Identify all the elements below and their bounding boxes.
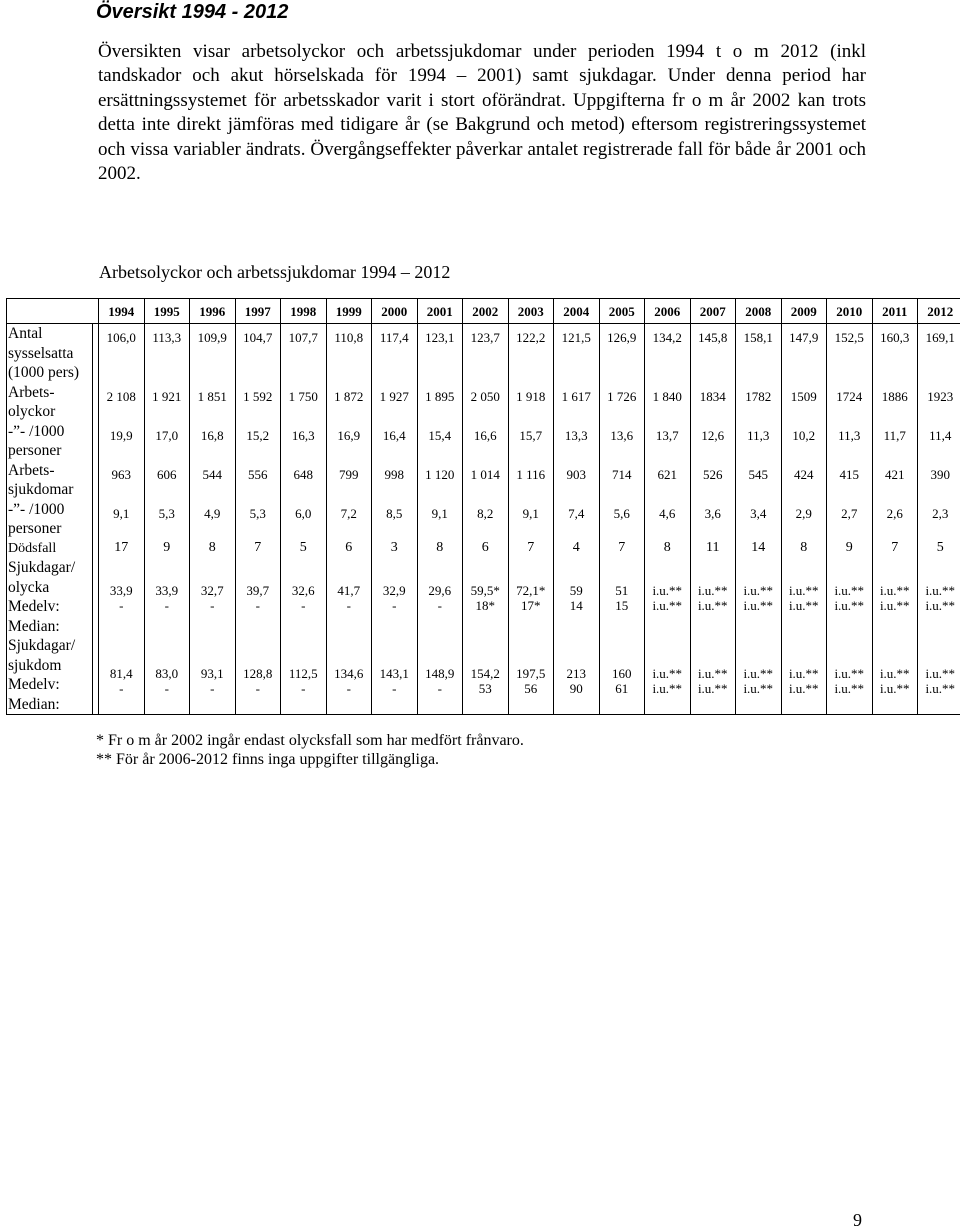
data-cell: 7 (872, 539, 918, 559)
row-label-line: Medelv: (8, 597, 92, 617)
data-cell: 15,4 (417, 422, 463, 461)
table-row (7, 636, 960, 715)
data-cell: 545 (736, 461, 782, 500)
row-label-cell (7, 558, 93, 636)
year-header-cell: 2001 (417, 299, 463, 324)
mean-value: i.u.** (782, 583, 827, 598)
year-header-cell: 1998 (281, 299, 327, 324)
median-value: - (236, 598, 281, 613)
data-cell (736, 558, 782, 636)
row-label-line: -”- /1000 (8, 500, 92, 520)
data-cell: 107,7 (281, 324, 327, 383)
data-cell: 109,9 (190, 324, 236, 383)
mean-value: 160 (600, 666, 645, 681)
median-value: i.u.** (873, 598, 918, 613)
mean-value: i.u.** (827, 583, 872, 598)
data-cell (326, 558, 372, 636)
median-value: i.u.** (782, 681, 827, 696)
median-value: - (418, 598, 463, 613)
mean-value: 39,7 (236, 583, 281, 598)
data-cell: 117,4 (372, 324, 418, 383)
data-cell: 963 (99, 461, 145, 500)
data-cell: 4,9 (190, 500, 236, 539)
data-cell: 7 (508, 539, 554, 559)
data-cell: 169,1 (918, 324, 960, 383)
median-value: 15 (600, 598, 645, 613)
data-cell (235, 558, 281, 636)
data-cell (508, 636, 554, 715)
data-cell: 13,3 (554, 422, 600, 461)
data-cell: 5 (281, 539, 327, 559)
data-cell (281, 636, 327, 715)
data-cell: 11,3 (736, 422, 782, 461)
data-cell: 152,5 (827, 324, 873, 383)
page-number: 9 (853, 1210, 862, 1231)
median-value: - (372, 681, 417, 696)
year-header-cell: 2009 (781, 299, 827, 324)
data-cell: 158,1 (736, 324, 782, 383)
data-cell: 1 840 (645, 383, 691, 422)
data-cell (827, 558, 873, 636)
table-row (7, 422, 960, 461)
data-cell (645, 558, 691, 636)
median-value: - (99, 681, 144, 696)
mean-value: 32,6 (281, 583, 326, 598)
mean-value: 41,7 (327, 583, 372, 598)
row-label-line: olycka (8, 578, 92, 598)
data-cell: 2 108 (99, 383, 145, 422)
data-cell: 648 (281, 461, 327, 500)
data-cell (372, 558, 418, 636)
data-cell: 1886 (872, 383, 918, 422)
median-value: - (99, 598, 144, 613)
data-cell (872, 636, 918, 715)
row-label-line: Median: (8, 617, 92, 637)
data-cell (918, 636, 960, 715)
data-cell: 2,3 (918, 500, 960, 539)
data-cell: 5 (918, 539, 960, 559)
data-cell: 15,2 (235, 422, 281, 461)
median-value: - (327, 681, 372, 696)
row-label-line: Medelv: (8, 675, 92, 695)
data-cell: 106,0 (99, 324, 145, 383)
data-cell (508, 558, 554, 636)
data-cell: 8 (781, 539, 827, 559)
statistics-table (6, 298, 960, 715)
data-cell: 421 (872, 461, 918, 500)
year-header-cell: 1997 (235, 299, 281, 324)
data-cell: 415 (827, 461, 873, 500)
mean-value: i.u.** (782, 666, 827, 681)
row-label-line: -”- /1000 (8, 422, 92, 442)
data-cell: 16,9 (326, 422, 372, 461)
median-value: i.u.** (782, 598, 827, 613)
row-label-cell (7, 539, 93, 559)
data-cell: 11,7 (872, 422, 918, 461)
data-cell: 5,6 (599, 500, 645, 539)
data-cell: 1923 (918, 383, 960, 422)
data-cell: 714 (599, 461, 645, 500)
median-value: - (190, 598, 235, 613)
row-label-line: Median: (8, 695, 92, 715)
mean-value: i.u.** (918, 583, 960, 598)
table-row (7, 383, 960, 422)
data-cell: 6,0 (281, 500, 327, 539)
data-cell: 2,9 (781, 500, 827, 539)
mean-value: 33,9 (99, 583, 144, 598)
data-cell: 1 927 (372, 383, 418, 422)
mean-value: 72,1* (509, 583, 554, 598)
year-header-cell: 1995 (144, 299, 190, 324)
table-caption: Arbetsolyckor och arbetssjukdomar 1994 – 2012 (99, 262, 450, 283)
mean-value: 154,2 (463, 666, 508, 681)
data-cell (781, 636, 827, 715)
year-header-cell: 2002 (463, 299, 509, 324)
mean-value: 148,9 (418, 666, 463, 681)
data-cell: 2 050 (463, 383, 509, 422)
mean-value: i.u.** (736, 666, 781, 681)
data-cell: 8,2 (463, 500, 509, 539)
data-cell (190, 558, 236, 636)
data-cell: 16,8 (190, 422, 236, 461)
data-cell (827, 636, 873, 715)
data-cell: 1 851 (190, 383, 236, 422)
year-header-cell: 2003 (508, 299, 554, 324)
mean-value: 128,8 (236, 666, 281, 681)
data-cell: 621 (645, 461, 691, 500)
data-cell: 1 726 (599, 383, 645, 422)
mean-value: 51 (600, 583, 645, 598)
median-value: - (190, 681, 235, 696)
data-cell: 13,6 (599, 422, 645, 461)
median-value: 61 (600, 681, 645, 696)
data-cell: 2,7 (827, 500, 873, 539)
data-cell: 123,7 (463, 324, 509, 383)
median-value: i.u.** (691, 598, 736, 613)
mean-value: 112,5 (281, 666, 326, 681)
median-value: - (145, 598, 190, 613)
mean-value: 32,9 (372, 583, 417, 598)
data-cell: 104,7 (235, 324, 281, 383)
data-cell: 147,9 (781, 324, 827, 383)
data-cell: 16,4 (372, 422, 418, 461)
data-cell: 1 592 (235, 383, 281, 422)
median-value: i.u.** (645, 681, 690, 696)
data-cell: 145,8 (690, 324, 736, 383)
table-row (7, 539, 960, 559)
data-cell (235, 636, 281, 715)
data-cell (281, 558, 327, 636)
median-value: i.u.** (827, 681, 872, 696)
data-cell (554, 558, 600, 636)
data-cell (872, 558, 918, 636)
row-label-line: personer (8, 441, 92, 461)
median-value: 53 (463, 681, 508, 696)
page-heading: Översikt 1994 - 2012 (96, 1, 288, 24)
footnote-no-data: ** För år 2006-2012 finns inga uppgifter tillgängliga. (96, 750, 524, 769)
data-cell: 122,2 (508, 324, 554, 383)
data-cell: 113,3 (144, 324, 190, 383)
median-value: - (281, 681, 326, 696)
data-cell: 7 (599, 539, 645, 559)
data-cell (417, 636, 463, 715)
data-cell: 11,4 (918, 422, 960, 461)
data-cell: 2,6 (872, 500, 918, 539)
data-cell: 4 (554, 539, 600, 559)
mean-value: 134,6 (327, 666, 372, 681)
data-cell: 19,9 (99, 422, 145, 461)
data-cell (144, 558, 190, 636)
data-cell: 9,1 (508, 500, 554, 539)
table-row (7, 461, 960, 500)
mean-value: i.u.** (691, 666, 736, 681)
data-cell: 1 617 (554, 383, 600, 422)
mean-value: 33,9 (145, 583, 190, 598)
data-cell: 6 (463, 539, 509, 559)
data-cell (463, 636, 509, 715)
intro-text-block (98, 40, 866, 186)
data-cell (781, 558, 827, 636)
mean-value: i.u.** (918, 666, 960, 681)
row-label-line: personer (8, 519, 92, 539)
data-cell: 903 (554, 461, 600, 500)
data-cell: 556 (235, 461, 281, 500)
data-cell: 5,3 (235, 500, 281, 539)
data-cell: 7 (235, 539, 281, 559)
data-cell: 14 (736, 539, 782, 559)
median-value: 17* (509, 598, 554, 613)
data-cell: 3 (372, 539, 418, 559)
data-cell: 1 750 (281, 383, 327, 422)
mean-value: 59,5* (463, 583, 508, 598)
mean-value: i.u.** (645, 583, 690, 598)
row-label-line: Sjukdagar/ (8, 558, 92, 578)
data-cell: 1 872 (326, 383, 372, 422)
year-header-cell: 1996 (190, 299, 236, 324)
data-cell: 16,6 (463, 422, 509, 461)
year-header-cell: 2005 (599, 299, 645, 324)
data-cell: 17,0 (144, 422, 190, 461)
data-cell: 11,3 (827, 422, 873, 461)
data-cell (736, 636, 782, 715)
median-value: 18* (463, 598, 508, 613)
median-value: i.u.** (736, 598, 781, 613)
data-cell (599, 636, 645, 715)
data-cell (372, 636, 418, 715)
row-label-line: Arbets- (8, 383, 92, 403)
data-cell: 1 921 (144, 383, 190, 422)
year-header-row (7, 299, 960, 324)
data-cell: 11 (690, 539, 736, 559)
data-cell (144, 636, 190, 715)
mean-value: 81,4 (99, 666, 144, 681)
row-label-cell (7, 383, 93, 422)
row-label-line: Dödsfall (8, 539, 92, 559)
data-cell: 110,8 (326, 324, 372, 383)
data-cell: 8 (645, 539, 691, 559)
median-value: i.u.** (918, 681, 960, 696)
table-row (7, 558, 960, 636)
data-cell: 390 (918, 461, 960, 500)
row-label-line: sjukdomar (8, 480, 92, 500)
data-cell: 8,5 (372, 500, 418, 539)
data-cell: 1782 (736, 383, 782, 422)
mean-value: 143,1 (372, 666, 417, 681)
median-value: - (418, 681, 463, 696)
data-cell (918, 558, 960, 636)
data-cell (190, 636, 236, 715)
data-cell: 3,6 (690, 500, 736, 539)
median-value: i.u.** (918, 598, 960, 613)
row-label-line: Antal (8, 324, 92, 344)
data-cell (690, 558, 736, 636)
row-label-line: Arbets- (8, 461, 92, 481)
data-cell (463, 558, 509, 636)
mean-value: i.u.** (873, 666, 918, 681)
data-cell: 123,1 (417, 324, 463, 383)
median-value: i.u.** (736, 681, 781, 696)
median-value: 14 (554, 598, 599, 613)
row-label-line: olyckor (8, 402, 92, 422)
row-label-cell (7, 422, 93, 461)
median-value: - (372, 598, 417, 613)
row-label-cell (7, 461, 93, 500)
year-header-cell: 2010 (827, 299, 873, 324)
data-cell: 1724 (827, 383, 873, 422)
mean-value: i.u.** (645, 666, 690, 681)
table-row (7, 324, 960, 383)
data-cell (99, 558, 145, 636)
mean-value: 93,1 (190, 666, 235, 681)
data-cell (599, 558, 645, 636)
data-cell: 544 (190, 461, 236, 500)
median-value: 56 (509, 681, 554, 696)
median-value: i.u.** (645, 598, 690, 613)
data-cell: 15,7 (508, 422, 554, 461)
header-corner-cell (7, 299, 99, 324)
year-header-cell: 2008 (736, 299, 782, 324)
mean-value: 29,6 (418, 583, 463, 598)
data-cell: 7,2 (326, 500, 372, 539)
data-cell (99, 636, 145, 715)
statistics-table-body (7, 299, 960, 715)
year-header-cell: 2000 (372, 299, 418, 324)
data-cell: 12,6 (690, 422, 736, 461)
median-value: - (145, 681, 190, 696)
year-header-cell: 2012 (918, 299, 960, 324)
data-cell: 1 918 (508, 383, 554, 422)
data-cell (645, 636, 691, 715)
mean-value: 32,7 (190, 583, 235, 598)
median-value: i.u.** (691, 681, 736, 696)
mean-value: 83,0 (145, 666, 190, 681)
data-cell: 5,3 (144, 500, 190, 539)
data-cell: 10,2 (781, 422, 827, 461)
row-label-cell (7, 500, 93, 539)
data-cell (554, 636, 600, 715)
row-label-line: (1000 pers) (8, 363, 92, 383)
median-value: i.u.** (827, 598, 872, 613)
data-cell: 799 (326, 461, 372, 500)
year-header-cell: 2006 (645, 299, 691, 324)
data-cell: 9,1 (99, 500, 145, 539)
median-value: - (281, 598, 326, 613)
row-label-line: sysselsatta (8, 344, 92, 364)
data-cell: 121,5 (554, 324, 600, 383)
row-label-cell (7, 636, 93, 715)
mean-value: i.u.** (691, 583, 736, 598)
year-header-cell: 1999 (326, 299, 372, 324)
median-value: - (236, 681, 281, 696)
row-label-cell (7, 324, 93, 383)
data-cell (326, 636, 372, 715)
data-cell: 4,6 (645, 500, 691, 539)
data-cell (690, 636, 736, 715)
year-header-cell: 1994 (99, 299, 145, 324)
data-cell: 13,7 (645, 422, 691, 461)
row-label-line: Sjukdagar/ (8, 636, 92, 656)
year-header-cell: 2011 (872, 299, 918, 324)
table-row (7, 500, 960, 539)
median-value: 90 (554, 681, 599, 696)
data-cell: 9 (144, 539, 190, 559)
data-cell: 160,3 (872, 324, 918, 383)
data-cell: 606 (144, 461, 190, 500)
mean-value: 197,5 (509, 666, 554, 681)
mean-value: 213 (554, 666, 599, 681)
data-cell: 3,4 (736, 500, 782, 539)
median-value: i.u.** (873, 681, 918, 696)
data-cell: 8 (417, 539, 463, 559)
row-label-line: sjukdom (8, 656, 92, 676)
mean-value: i.u.** (736, 583, 781, 598)
data-cell: 1 120 (417, 461, 463, 500)
mean-value: i.u.** (827, 666, 872, 681)
data-cell: 1 116 (508, 461, 554, 500)
median-value: - (327, 598, 372, 613)
data-cell: 8 (190, 539, 236, 559)
data-cell: 16,3 (281, 422, 327, 461)
footnote-absence: * Fr o m år 2002 ingår endast olycksfall som har medfört frånvaro. (96, 731, 524, 750)
data-cell: 1 895 (417, 383, 463, 422)
data-cell: 17 (99, 539, 145, 559)
data-cell: 1509 (781, 383, 827, 422)
year-header-cell: 2007 (690, 299, 736, 324)
data-cell: 9,1 (417, 500, 463, 539)
data-cell: 7,4 (554, 500, 600, 539)
year-header-cell: 2004 (554, 299, 600, 324)
data-cell: 134,2 (645, 324, 691, 383)
mean-value: 59 (554, 583, 599, 598)
data-cell: 6 (326, 539, 372, 559)
footnotes (96, 731, 524, 769)
data-cell: 9 (827, 539, 873, 559)
data-cell: 1 014 (463, 461, 509, 500)
mean-value: i.u.** (873, 583, 918, 598)
data-cell: 998 (372, 461, 418, 500)
data-cell: 1834 (690, 383, 736, 422)
data-cell: 526 (690, 461, 736, 500)
data-cell: 424 (781, 461, 827, 500)
intro-paragraph: Översikten visar arbetsolyckor och arbetssjukdomar under perioden 1994 t o m 2012 (inkl tandskador och akut hörselskada för 1994 – 2001) samt sjukdagar. Under denna period har ersättningssystemet för arbetsskador varit i stort oförändrat. Uppgifterna fr o m år 2002 kan trots detta inte direkt jämföras med tidigare år (se Bakgrund och metod) eftersom registreringssystemet och vissa variabler ändrats. Övergångseffekter påverkar antalet registrerade fall för både år 2001 och 2002. (98, 40, 866, 186)
data-cell (417, 558, 463, 636)
data-cell: 126,9 (599, 324, 645, 383)
